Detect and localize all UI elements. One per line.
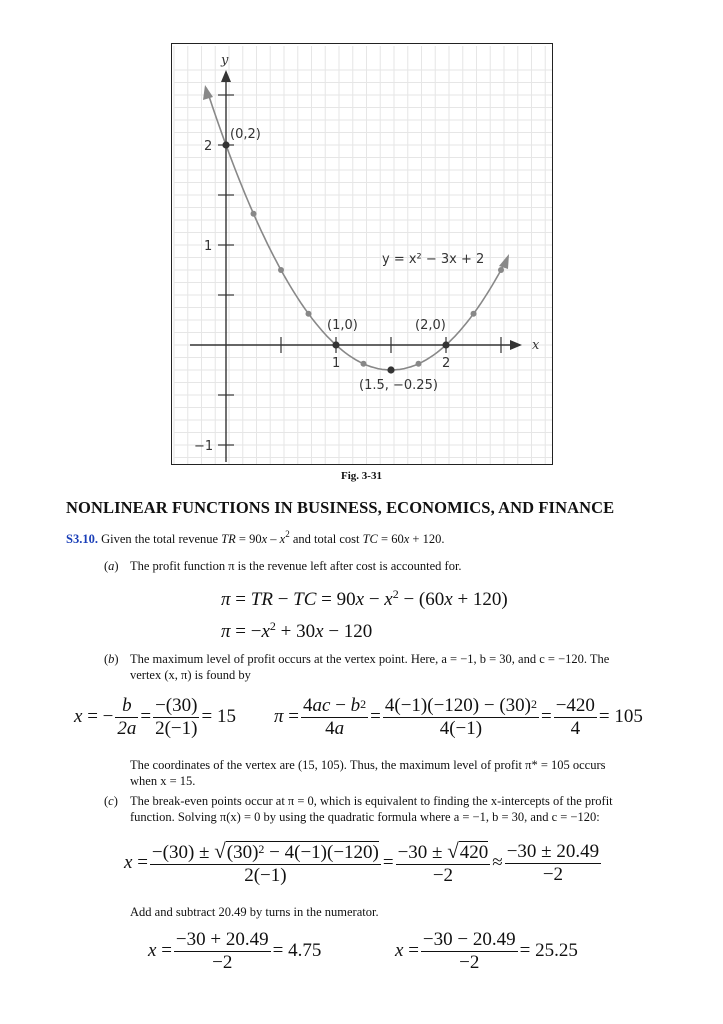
x-axis-label: x: [532, 338, 540, 353]
figure-3-31: [171, 43, 553, 465]
quadratic-formula-equation: x = $\frac{-(30) \pm √(30)^2 - 4(-1)(-120)}{2(-1)}$ = $\frac{-30 \pm √420}{-2}$ ≈ $\frac{-30 \pm 20.49}{-2}$: [124, 839, 600, 886]
point-label-0-2: (0,2): [230, 127, 261, 142]
curve-point: [361, 361, 367, 367]
part-a: (a) The profit function π is the revenue left after cost is accounted for.: [104, 559, 462, 573]
profit-equation-1: π = TR − TC = $90x - x^2 - (60x + 120)$: [221, 587, 508, 610]
curve-point: [251, 211, 257, 217]
vertex-pi-equation: π = $\frac{4ac - b^2}{4a}$ = $\frac{4(-1)(-120) - (30)^2}{4(-1)}$ = $\frac{-420}{4}$ = 105: [274, 695, 643, 739]
point-label-1-0: (1,0): [327, 318, 358, 333]
y-tick-label: 2: [204, 139, 213, 154]
conclusion-line2: when x = 15.: [130, 774, 196, 788]
part-c-line2: function. Solving π(x) = 0 by using the quadratic formula where a = −1, b = 30, and c = −120:: [130, 810, 600, 824]
profit-equation-2: $\pi = -x^2 + 30x - 120$: [221, 619, 373, 642]
y-tick-label: −1: [194, 439, 214, 454]
x-tick-label: 2: [442, 356, 451, 371]
conclusion-line1: The coordinates of the vertex are (15, 105). Thus, the maximum level of profit π* = 105 occurs: [130, 758, 606, 772]
part-b: (b) The maximum level of profit occurs at the vertex point. Here, a = −1, b = 30, and c = −120. The vertex (x, π) is found by: [104, 652, 610, 682]
y-tick-label: 1: [204, 239, 213, 254]
y-axis-label: y: [221, 53, 229, 68]
section-heading: NONLINEAR FUNCTIONS IN BUSINESS, ECONOMICS, AND FINANCE: [66, 498, 615, 517]
problem-number: S3.10.: [66, 532, 98, 546]
key-point: [332, 341, 339, 348]
x-axis-arrow: [510, 340, 522, 350]
parabola-chart: [172, 44, 554, 466]
part-b-conclusion: [104, 757, 684, 791]
part-b-line2: vertex (x, π) is found by: [130, 668, 251, 682]
key-point: [387, 366, 394, 373]
root-x1-equation: x = $\frac{-30 + 20.49}{-2}$ = 4.75: [148, 929, 322, 973]
curve-arrow-left: [203, 85, 213, 100]
part-b-line1: The maximum level of profit occurs at the vertex point. Here, a = −1, b = 30, and c = −120. The: [130, 652, 610, 666]
figure-caption: Fig. 3-31: [341, 470, 382, 482]
key-point: [442, 341, 449, 348]
part-c: (c) The break-even points occur at π = 0, which is equivalent to finding the x-intercepts of the profit function. Solving π(x) = 0 by using the quadratic formula where a = −1, b = 30, and c = −120:: [104, 794, 613, 824]
curve-point: [498, 267, 504, 273]
problem-statement: S3.10. Given the total revenue TR = $90x - x^2$ and total cost TC = 60x + 120.: [66, 529, 445, 546]
curve-point: [278, 267, 284, 273]
point-label-2-0: (2,0): [415, 318, 446, 333]
point-label-vertex: (1.5, −0.25): [359, 378, 438, 393]
vertex-x-equation: x = − $\frac{b}{2a}$ = $\frac{-(30)}{2(-1)}$ = 15: [74, 695, 236, 739]
root-x2-equation: x = $\frac{-30 - 20.49}{-2}$ = 25.25: [395, 929, 578, 973]
x-tick-label: 1: [332, 356, 341, 371]
curve-point: [471, 311, 477, 317]
add-subtract-note: Add and subtract 20.49 by turns in the numerator.: [130, 905, 379, 919]
curve-point: [416, 361, 422, 367]
curve-point: [306, 311, 312, 317]
equation-label: y = x² − 3x + 2: [382, 252, 485, 267]
part-a-text: The profit function π is the revenue left after cost is accounted for.: [130, 559, 462, 573]
part-c-line1: The break-even points occur at π = 0, which is equivalent to finding the x-intercepts of the profit: [130, 794, 613, 808]
key-point: [222, 141, 229, 148]
